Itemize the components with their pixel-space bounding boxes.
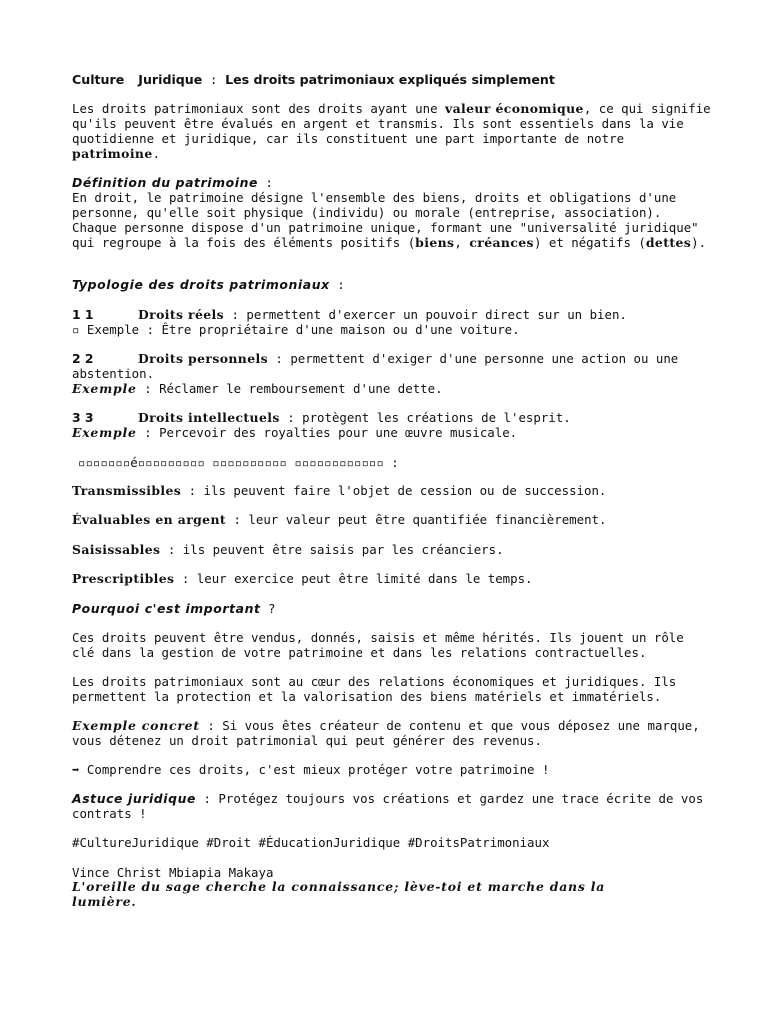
characteristics-heading: [78, 455, 718, 470]
typology-item-2: [72, 351, 712, 381]
why-heading-text: Pourquoi c'est important: [72, 601, 261, 616]
concrete-example-text: : Si vous êtes créateur de contenu et que vous déposez une marque, vous détenez un droit patrimonial qui peut générer des revenus.: [72, 718, 700, 748]
intro-paragraph: [72, 101, 712, 161]
characteristic-item: [72, 571, 712, 586]
intro-text-1: Les droits patrimoniaux sont des droits ayant une: [72, 101, 445, 116]
document-title: [72, 72, 712, 87]
hashtags-line: #CultureJuridique #Droit #ÉducationJuridique #DroitsPatrimoniaux: [72, 835, 550, 850]
typology-item-3-example: [72, 425, 712, 440]
tip-text: : Protégez toujours vos créations et gardez une trace écrite de vos contrats !: [72, 791, 704, 821]
intro-text-3: .: [152, 146, 161, 161]
tip-label: Astuce juridique: [72, 791, 197, 806]
typology-example-text: : Réclamer le remboursement d'une dette.: [136, 381, 443, 396]
characteristic-term: Prescriptibles: [72, 571, 175, 586]
typology-item-description: : protègent les créations de l'esprit.: [279, 410, 571, 425]
definition-heading-text: Définition du patrimoine: [72, 175, 259, 190]
typology-heading-text: Typologie des droits patrimoniaux: [72, 277, 330, 292]
typology-example-text: : Percevoir des royalties pour une œuvre musicale.: [136, 425, 518, 440]
characteristic-text: : ils peuvent être saisis par les créanciers.: [160, 542, 504, 557]
typology-item-number: 3 3: [72, 410, 94, 425]
definition-heading: [72, 175, 712, 190]
characteristics-heading-text: ▫▫▫▫▫▫▫é▫▫▫▫▫▫▫▫▫ ▫▫▫▫▫▫▫▫▫▫ ▫▫▫▫▫▫▫▫▫▫▫▫ :: [78, 455, 399, 470]
title-word-culture: Culture: [72, 72, 125, 87]
typology-item-name: Droits personnels: [138, 351, 268, 366]
definition-paragraph: [72, 190, 712, 250]
intro-text-2: , ce qui signifie qu'ils peuvent être évalués en argent et transmis. Ils sont essentiels dans la vie quotidienne et juridique, car ils constituent une part importante de notre: [72, 101, 711, 146]
takeaway-line: ➡ Comprendre ces droits, c'est mieux protéger votre patrimoine !: [72, 762, 550, 777]
typology-item-example-text: ▫ Exemple : Être propriétaire d'une maison ou d'une voiture.: [72, 322, 520, 337]
characteristic-term: Évaluables en argent: [72, 512, 227, 527]
characteristic-item: [72, 542, 712, 557]
characteristic-text: : ils peuvent faire l'objet de cession ou de succession.: [181, 483, 607, 498]
title-colon: :: [209, 72, 218, 87]
concrete-example-label: Exemple concret: [72, 718, 200, 733]
characteristic-text: : leur valeur peut être quantifiée financièrement.: [226, 512, 607, 527]
typology-heading: [72, 277, 712, 292]
why-question-mark: ?: [268, 601, 276, 616]
why-paragraph-2: Les droits patrimoniaux sont au cœur des relations économiques et juridiques. Ils permettent la protection et la valorisation des biens matériels et immatériels.: [72, 674, 677, 704]
closing-quote-text: L'oreille du sage cherche la connaissance; lève-toi et marche dans la lumière.: [72, 879, 606, 909]
typology-example-label: Exemple: [72, 425, 137, 440]
why-heading: [72, 601, 712, 616]
typology-item-name: Droits intellectuels: [138, 410, 280, 425]
definition-bold-creances: créances: [469, 235, 534, 250]
definition-colon: :: [265, 175, 273, 190]
title-word-juridique: Juridique: [138, 72, 203, 87]
characteristic-term: Transmissibles: [72, 483, 182, 498]
definition-separator: ,: [454, 235, 470, 250]
closing-quote: [72, 879, 672, 909]
definition-bold-dettes: dettes: [645, 235, 692, 250]
why-paragraph-1: Ces droits peuvent être vendus, donnés, saisis et même hérités. Ils jouent un rôle clé dans la gestion de votre patrimoine et dans les relations contractuelles.: [72, 630, 684, 660]
typology-item-number: 1 1: [72, 307, 94, 322]
title-text: Les droits patrimoniaux expliqués simplement: [225, 72, 555, 87]
characteristic-item: [72, 512, 712, 527]
typology-item-description: : permettent d'exercer un pouvoir direct sur un bien.: [224, 307, 627, 322]
concrete-example-paragraph: [72, 718, 712, 748]
author-name: Vince Christ Mbiapia Makaya: [72, 865, 274, 880]
typology-colon: :: [337, 277, 345, 292]
characteristic-item: [72, 483, 712, 498]
intro-bold-valeur: valeur économique: [445, 101, 584, 116]
tip-paragraph: [72, 791, 712, 821]
typology-item-name: Droits réels: [138, 307, 225, 322]
typology-item-1: [72, 307, 712, 322]
intro-bold-patrimoine: patrimoine: [72, 146, 153, 161]
definition-text-1: En droit, le patrimoine désigne l'ensemble des biens, droits et obligations d'une personne, qu'elle soit physique (individu) ou morale (entreprise, association). Chaque personne dispose d'un patrimoine unique, formant une "universalité juridique" qui regroupe à la fois des éléments positifs (: [72, 190, 699, 250]
characteristic-term: Saisissables: [72, 542, 161, 557]
typology-example-label: Exemple: [72, 381, 137, 396]
typology-item-1-example: [72, 322, 712, 337]
characteristic-text: : leur exercice peut être limité dans le temps.: [174, 571, 533, 586]
typology-item-number: 2 2: [72, 351, 94, 366]
definition-text-3: ).: [691, 235, 707, 250]
typology-item-description: : permettent d'exiger d'une personne une action ou une abstention.: [72, 351, 679, 381]
typology-item-3: [72, 410, 712, 425]
definition-text-2: ) et négatifs (: [533, 235, 646, 250]
typology-item-2-example: [72, 381, 712, 396]
definition-bold-biens: biens: [415, 235, 455, 250]
